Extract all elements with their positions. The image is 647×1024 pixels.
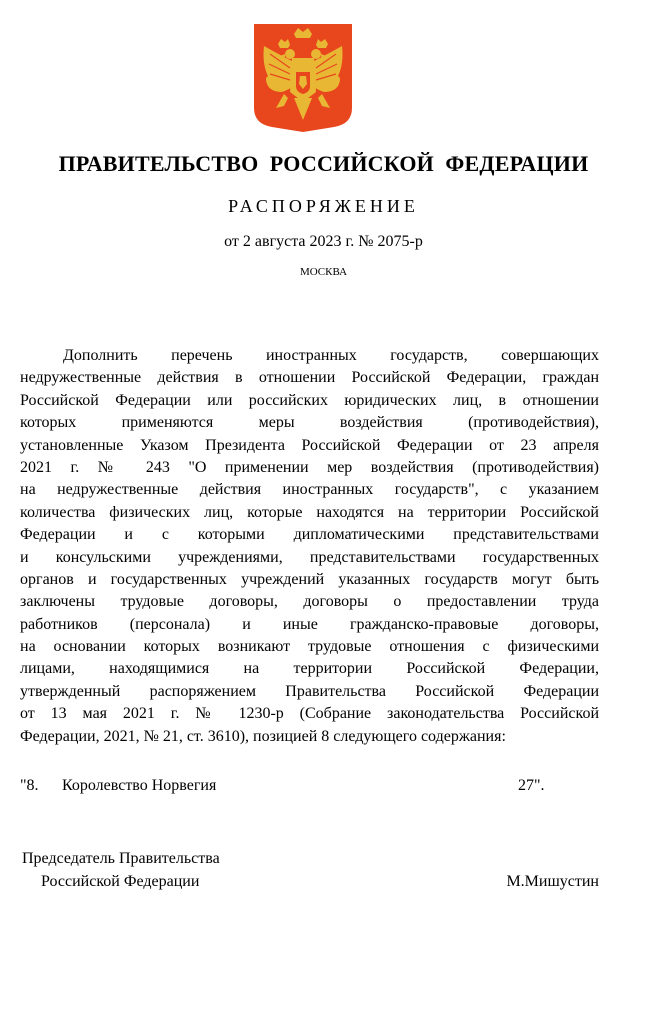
government-title: ПРАВИТЕЛЬСТВО РОССИЙСКОЙ ФЕДЕРАЦИИ xyxy=(58,151,589,176)
order-text-line: 2021 г. № 243 "О применении мер воздействия (противодействия) xyxy=(20,458,599,476)
document-type: РАСПОРЯЖЕНИЕ xyxy=(228,196,419,216)
document-city: МОСКВА xyxy=(299,266,348,278)
item-count: 27". xyxy=(518,777,545,794)
coat-of-arms-icon xyxy=(254,24,352,132)
order-text-line: на основании которых возникают трудовые отношения с физическими xyxy=(20,638,599,656)
order-text-line: Дополнить перечень иностранных государств, совершающих xyxy=(63,347,599,364)
order-text-line: от 13 мая 2021 г. № 1230-р (Собрание законодательства Российской xyxy=(20,705,599,723)
order-text-line: и консульскими учреждениями, представительствами государственных xyxy=(20,548,599,566)
signatory-title: Председатель Правительства xyxy=(22,850,220,867)
order-text-line: количества физических лиц, которые находятся на территории Российской xyxy=(20,503,599,521)
list-item xyxy=(0,775,647,797)
order-text-line: лицами, находящимися на территории Российской Федерации, xyxy=(20,660,599,678)
order-text-line: Федерации, 2021, № 21, ст. 3610), позицией 8 следующего содержания: xyxy=(20,727,506,745)
order-text-line: недружественные действия в отношении Российской Федерации, граждан xyxy=(20,369,599,387)
order-text-line: Российской Федерации или российских юридических лиц, в отношении xyxy=(20,391,599,409)
order-text-line: заключены трудовые договоры, договоры о предоставлении труда xyxy=(20,593,599,611)
order-text-line: работников (персонала) и иные гражданско-правовые договоры, xyxy=(20,615,599,633)
order-text-line: установленные Указом Президента Российской Федерации от 23 апреля xyxy=(20,436,599,454)
order-text-line: органов и государственных учреждений указанных государств могут быть xyxy=(20,570,599,588)
signatory-name: М.Мишустин xyxy=(506,873,599,890)
order-text-line: Федерации и с которыми дипломатическими представительствами xyxy=(20,526,599,544)
order-text-line: которых применяются меры воздействия (противодействия), xyxy=(20,414,599,432)
document-date-number: от 2 августа 2023 г. № 2075-р xyxy=(224,233,423,250)
item-country: Королевство Норвегия xyxy=(62,777,217,794)
order-text xyxy=(20,345,599,748)
order-text-line: на недружественные действия иностранных государств", с указанием xyxy=(20,481,599,499)
item-number: "8. xyxy=(20,777,39,794)
signatory-title-continued: Российской Федерации xyxy=(41,873,200,890)
order-text-line: утвержденный распоряжением Правительства Российской Федерации xyxy=(20,682,599,700)
